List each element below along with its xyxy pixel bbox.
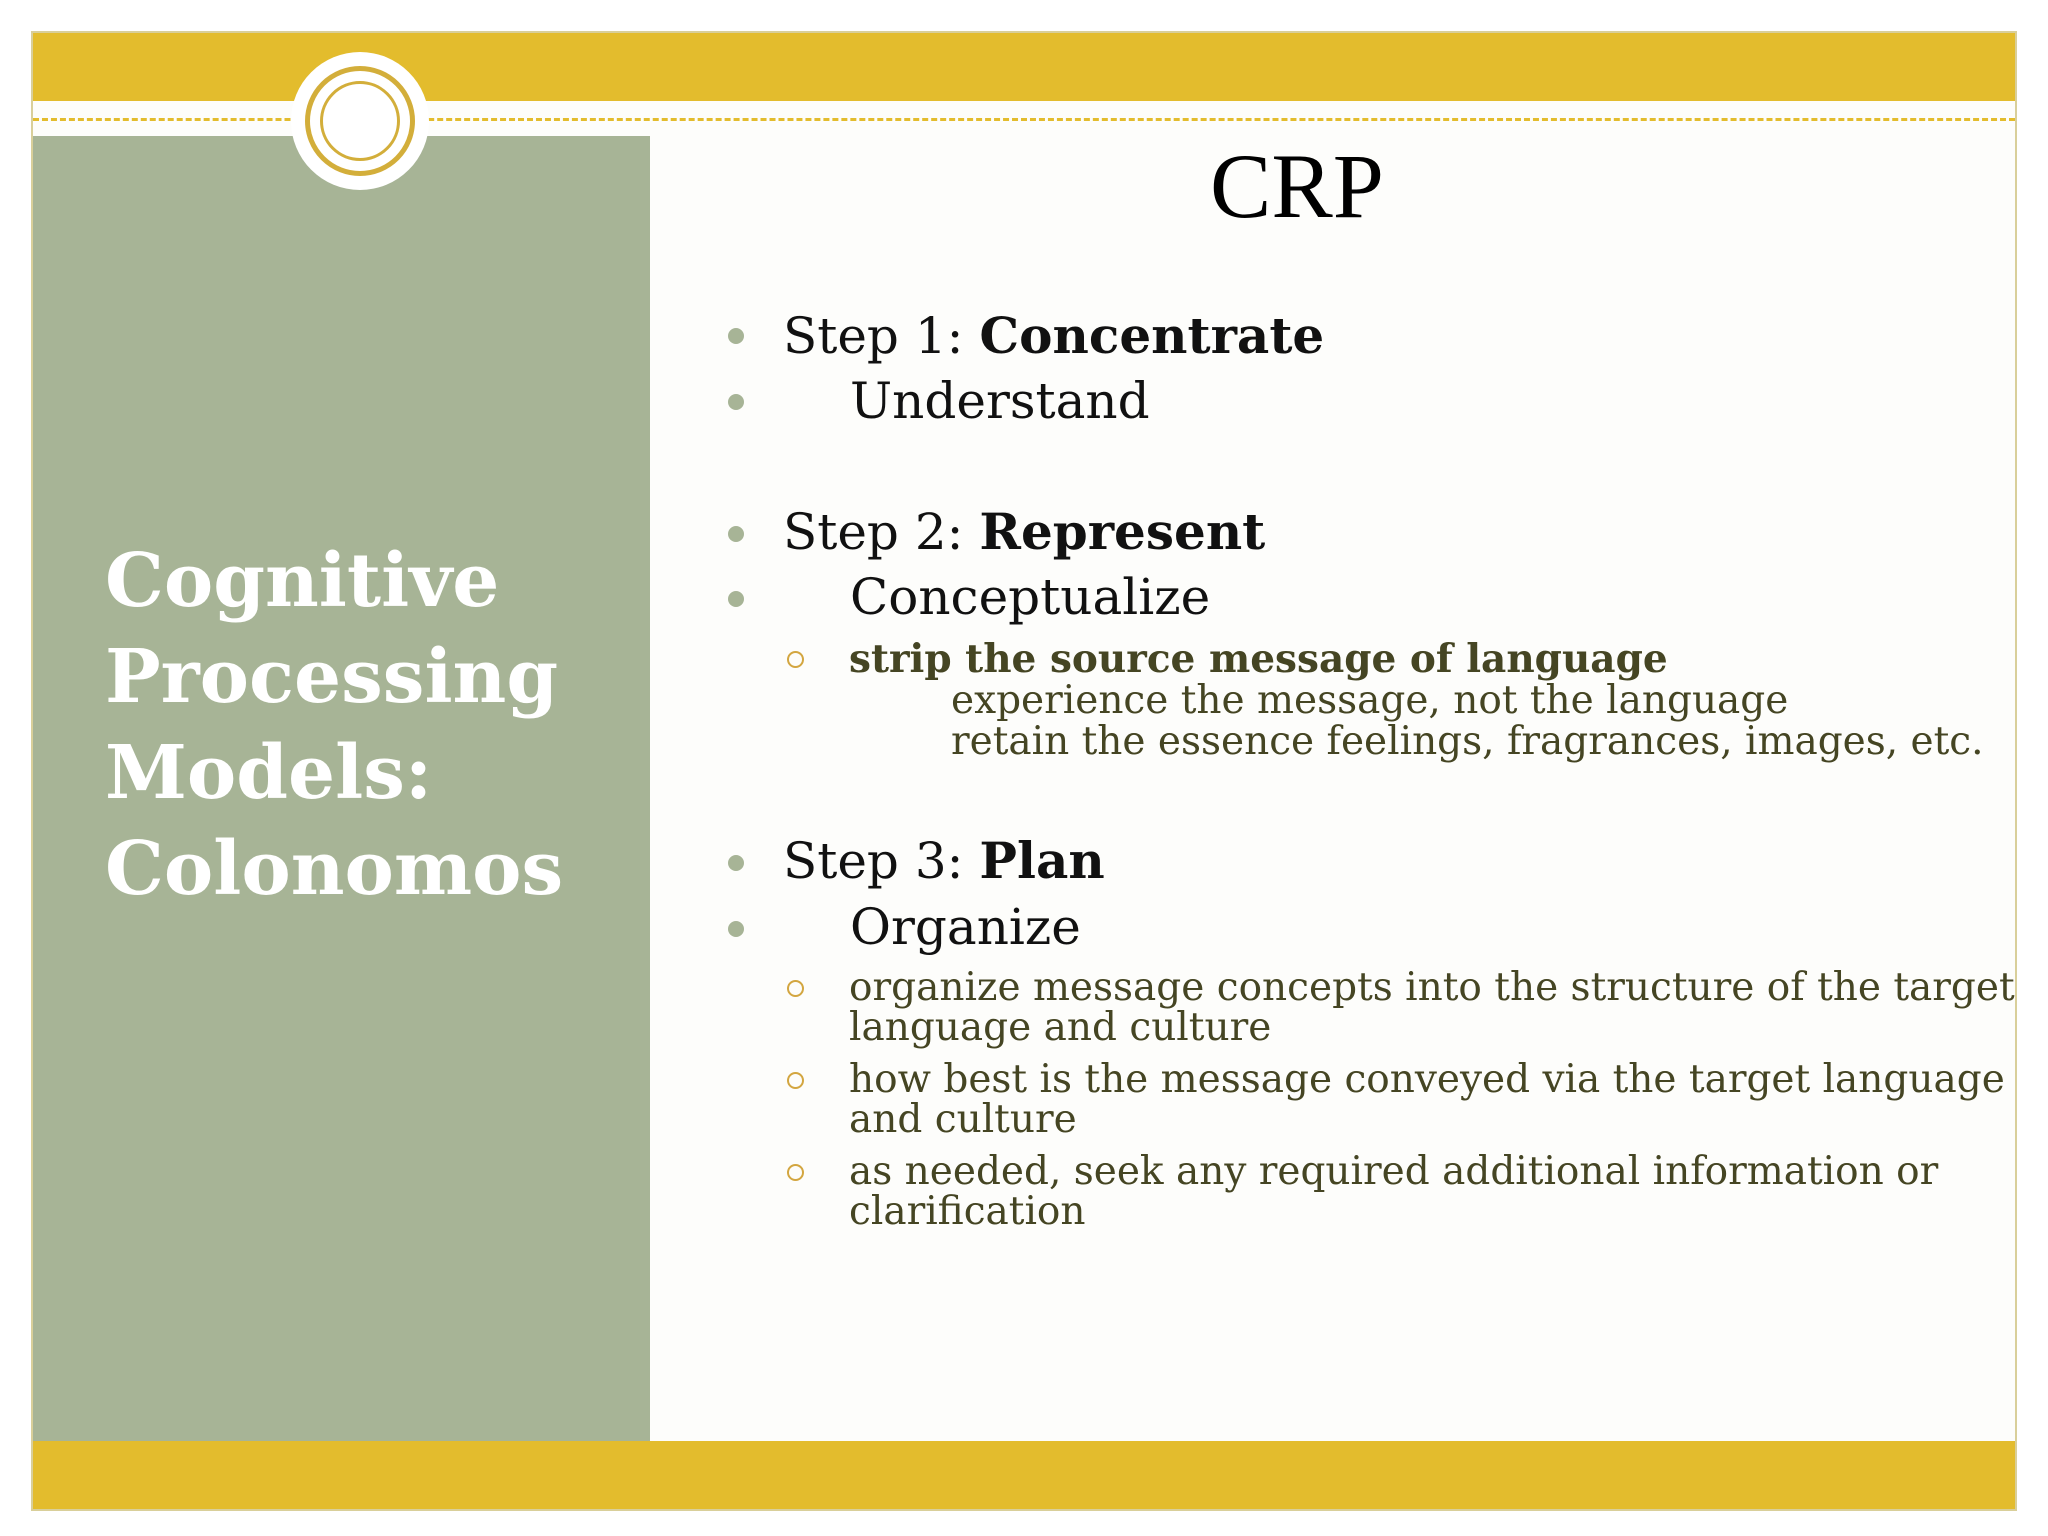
detail-item-line: language and culture (849, 1005, 1272, 1050)
step-3-sub: Organize (850, 898, 1081, 956)
slide-title: CRP (1210, 135, 1384, 237)
bullet-dot-icon (728, 591, 744, 607)
bullet-content (33, 33, 2015, 1509)
bullet-dot-icon (728, 855, 744, 871)
bullet-dot-icon (728, 394, 744, 410)
step-prefix: Step 1: (783, 307, 980, 365)
step-2-heading (783, 502, 1265, 562)
step-name: Represent (979, 502, 1266, 561)
detail-item: strip the source message of language (849, 636, 1668, 682)
circle-bullet-icon (787, 651, 804, 668)
circle-bullet-icon (787, 1072, 804, 1089)
bullet-dot-icon (728, 328, 744, 344)
side-title-line: Colonomos (105, 826, 564, 912)
side-title-line: Cognitive (105, 538, 500, 624)
detail-item-line: clarification (849, 1189, 1086, 1234)
step-1-sub: Understand (850, 372, 1150, 430)
step-1-heading (783, 306, 1324, 366)
side-title-line: Models: (105, 730, 433, 816)
step-prefix: Step 3: (783, 832, 980, 890)
step-2-sub: Conceptualize (850, 568, 1211, 626)
slide (33, 33, 2015, 1509)
bullet-dot-icon (728, 921, 744, 937)
detail-item-line: organize message concepts into the structure of the target (849, 965, 2015, 1010)
bullet-dot-icon (728, 526, 744, 542)
detail-item-line: and culture (849, 1097, 1077, 1142)
circle-bullet-icon (787, 980, 804, 997)
step-name: Concentrate (979, 306, 1325, 365)
step-prefix: Step 2: (783, 503, 980, 561)
detail-item-line: as needed, seek any required additional information or (849, 1149, 1939, 1194)
detail-subitem: experience the message, not the language (951, 678, 1789, 723)
detail-item-line: how best is the message conveyed via the target language (849, 1057, 2005, 1102)
circle-bullet-icon (787, 1164, 804, 1181)
side-title-line: Processing (105, 634, 559, 720)
detail-subitem: retain the essence feelings, fragrances, images, etc. (951, 719, 1984, 764)
step-name: Plan (979, 831, 1105, 890)
step-3-heading (783, 831, 1105, 891)
